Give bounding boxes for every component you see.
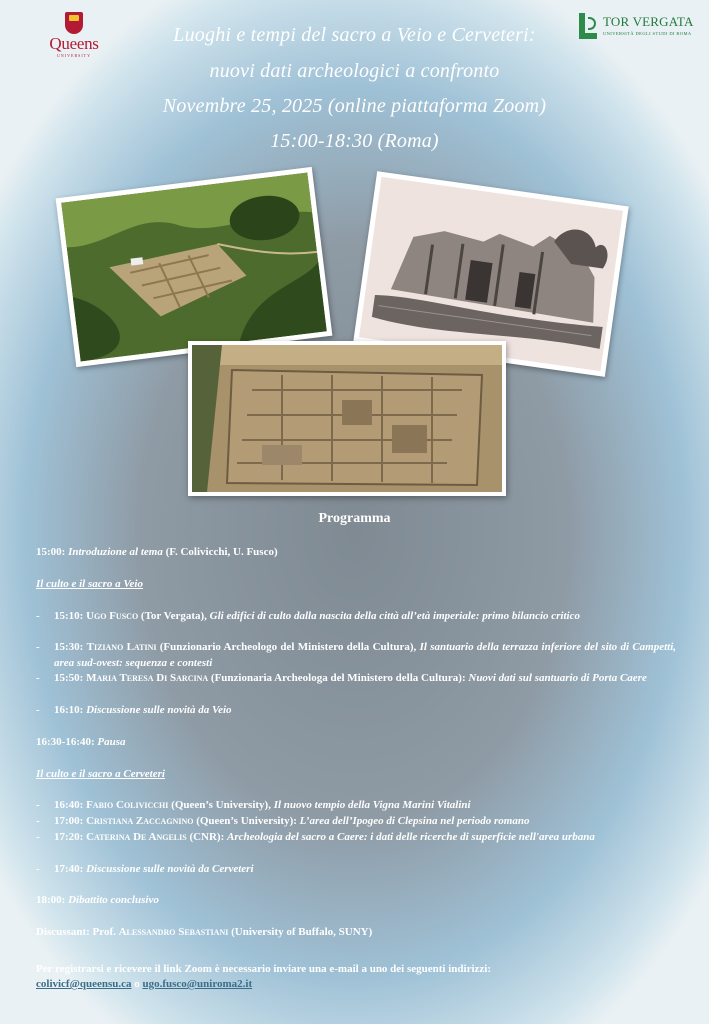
aerial-photo-veio <box>56 167 333 367</box>
item-time: 17:40: <box>54 863 84 875</box>
list-item-veio-1: - 15:10: Ugo Fusco (Tor Vergata), Gli edifici di culto dalla nascita della città all’età imperiale: primo bilancio critico <box>36 610 580 622</box>
item-affiliation: (Funzionaria Archeologa del Ministero della Cultura): <box>210 672 466 684</box>
item-speaker: Cristiana Zaccagnino <box>86 815 194 827</box>
section-cerveteri: Il culto e il sacro a Cerveteri <box>36 768 165 780</box>
discussant-name: Alessandro Sebastiani <box>118 926 229 938</box>
closing-title: Dibattito conclusivo <box>68 894 159 906</box>
queens-logo-subtext: UNIVERSITY <box>57 53 91 58</box>
item-time: 17:20: <box>54 831 84 843</box>
registration-text: Per registrarsi e ricevere il link Zoom è necessario inviare una e-mail a uno dei seguenti indirizzi: <box>36 963 492 975</box>
item-time: 15:30: <box>54 641 84 653</box>
title-line-1: Luoghi e tempi del sacro a Veio e Cerveteri: <box>173 24 536 46</box>
item-title: Gli edifici di culto dalla nascita della città all’età imperiale: primo bilancio critico <box>209 610 580 622</box>
date-line: Novembre 25, 2025 (online piattaforma Zoom) <box>162 95 547 117</box>
list-item-veio-3: - 15:50: Maria Teresa Di Sarcina (Funzionaria Archeologa del Ministero della Cultura): Nuovi dati sul santuario di Porta Caere <box>36 672 647 684</box>
item-time: 16:40: <box>54 799 84 811</box>
discussant-line <box>36 925 676 941</box>
item-affiliation: (Queen’s University): <box>196 815 297 827</box>
list-item-veio-4: - 16:10: Discussione sulle novità da Veio <box>36 704 232 716</box>
item-affiliation: (CNR): <box>189 831 225 843</box>
item-time: 17:00: <box>54 815 84 827</box>
item-title: Il santuario della terrazza inferiore del sito di Campetti, area sud-ovest: sequenza e contesti <box>54 641 677 669</box>
item-title: Archeologia del sacro a Caere: i dati delle ricerche di superficie nell'area urbana <box>227 831 595 843</box>
item-speaker: Maria Teresa Di Sarcina <box>86 672 209 684</box>
list-item-cerveteri-3: - 17:20: Caterina De Angelis (CNR): Archeologia del sacro a Caere: i dati delle ricerche di superficie nell'area urbana <box>36 831 595 843</box>
intro-speakers: (F. Colivicchi, U. Fusco) <box>165 546 278 558</box>
intro-line <box>36 545 676 561</box>
registration-emails <box>36 977 676 993</box>
time-line: 15:00-18:30 (Roma) <box>270 130 439 152</box>
pause-time: 16:30-16:40: <box>36 736 95 748</box>
item-time: 15:50: <box>54 672 84 684</box>
list-item-cerveteri-2: - 17:00: Cristiana Zaccagnino (Queen’s University): L’area dell’Ipogeo di Clepsina nel periodo romano <box>36 815 530 827</box>
item-affiliation: (Funzionario Archeologo del Ministero della Cultura), <box>159 641 417 653</box>
excavation-photo-cerveteri <box>188 341 506 496</box>
item-title: Discussione sulle novità da Cerveteri <box>86 863 254 875</box>
email-link-fusco[interactable]: ugo.fusco@uniroma2.it <box>142 978 253 990</box>
email-separator: o <box>134 978 140 990</box>
item-affiliation: (Tor Vergata), <box>140 610 207 622</box>
pause-line <box>36 735 676 751</box>
intro-time: 15:00: <box>36 546 66 558</box>
item-time: 15:10: <box>54 610 84 622</box>
item-title: Nuovi dati sul santuario di Porta Caere <box>468 672 647 684</box>
queens-logo-text: Queens <box>49 34 99 53</box>
item-title: L’area dell’Ipogeo di Clepsina nel periodo romano <box>299 815 530 827</box>
intro-title: Introduzione al tema <box>68 546 163 558</box>
closing-line <box>36 893 676 909</box>
tor-vergata-logo-subtext: UNIVERSITÀ DEGLI STUDI DI ROMA <box>603 31 692 36</box>
item-affiliation: (Queen’s University), <box>171 799 271 811</box>
list-item-veio-2: - 15:30: Tiziano Latini (Funzionario Archeologo del Ministero della Cultura), Il santuario della terrazza inferiore del sito di Campetti, area sud-ovest: sequenza e contesti <box>36 641 677 669</box>
tor-vergata-logo-text: TOR VERGATA <box>603 14 694 29</box>
section-veio: Il culto e il sacro a Veio <box>36 578 143 590</box>
item-speaker: Caterina De Angelis <box>86 831 187 843</box>
item-speaker: Tiziano Latini <box>86 641 157 653</box>
item-speaker: Ugo Fusco <box>86 610 139 622</box>
item-speaker: Fabio Colivicchi <box>86 799 169 811</box>
discussant-affiliation: (University of Buffalo, SUNY) <box>231 926 373 938</box>
item-title: Il nuovo tempio della Vigna Marini Vitalini <box>273 799 471 811</box>
pause-title: Pausa <box>97 736 126 748</box>
email-link-colivicchi[interactable]: colivicf@queensu.ca <box>36 978 132 990</box>
list-item-cerveteri-1: - 16:40: Fabio Colivicchi (Queen’s University), Il nuovo tempio della Vigna Marini Vitalini <box>36 799 471 811</box>
title-line-2: nuovi dati archeologici a confronto <box>209 60 500 82</box>
item-time: 16:10: <box>54 704 84 716</box>
discussant-label: Discussant: Prof. <box>36 926 116 938</box>
list-item-cerveteri-4: - 17:40: Discussione sulle novità da Cerveteri <box>36 863 254 875</box>
item-title: Discussione sulle novità da Veio <box>86 704 232 716</box>
closing-time: 18:00: <box>36 894 66 906</box>
program-heading: Programma <box>318 511 391 526</box>
